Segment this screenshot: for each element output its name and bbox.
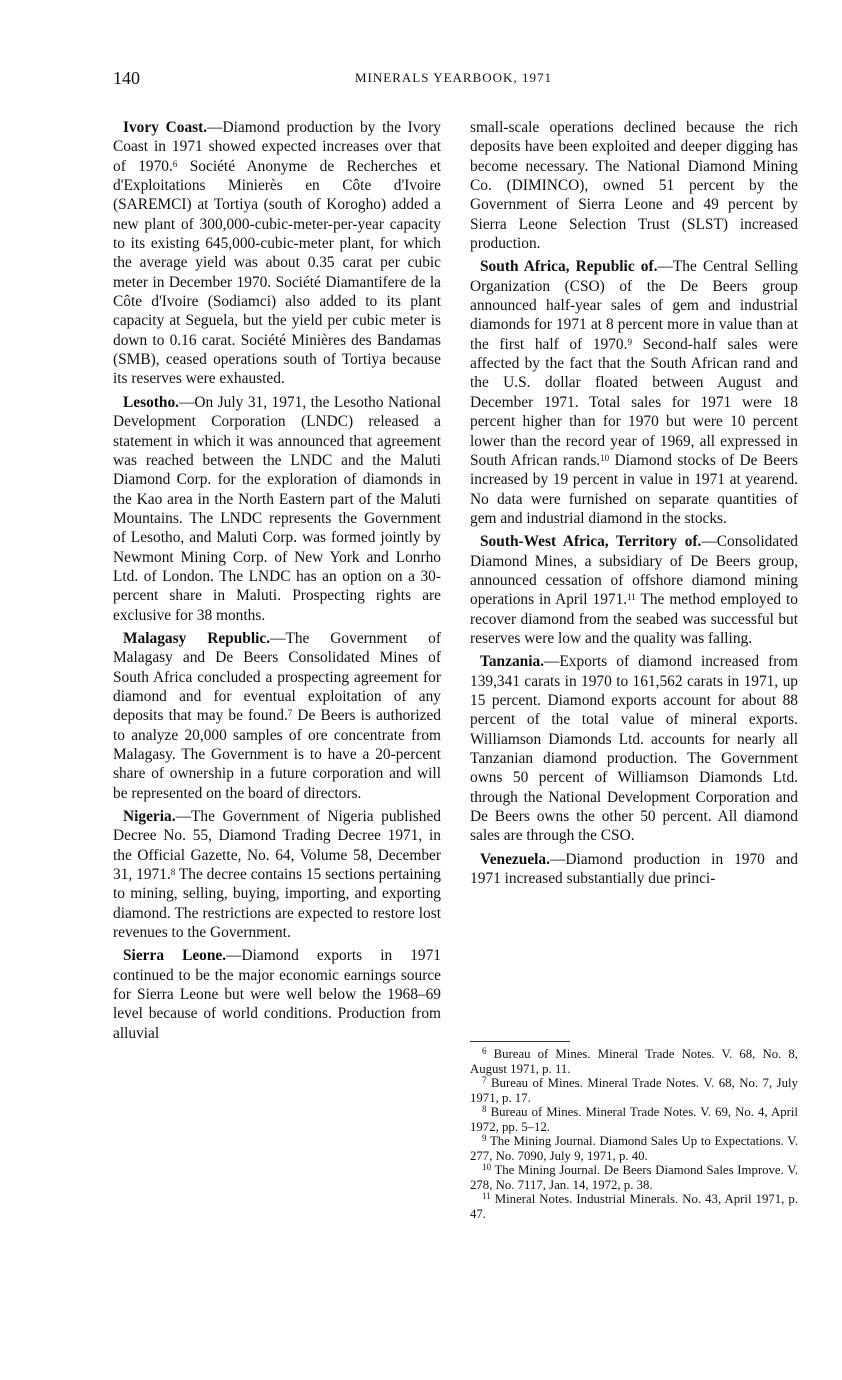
right-column	[470, 118, 798, 892]
paragraph-heading: Lesotho.	[123, 393, 180, 411]
paragraph-text: —The Central Selling Organization (CSO) of the De Beers group announced half-year sales of gem and industrial diamonds for 1971 at 8 percent more in value than at the first half of 1970.	[470, 258, 798, 353]
footnote-ref: 8	[170, 867, 176, 878]
footnote-ref: 9	[627, 336, 632, 347]
left-column	[113, 118, 441, 1047]
paragraph-heading: Nigeria.	[123, 808, 176, 826]
paragraph-heading: South-West Africa, Territory of.	[480, 533, 702, 551]
footnote-divider	[470, 1041, 570, 1042]
paragraph-text-tail: The decree contains 15 sections pertaining to mining, selling, buying, importing, and exporting diamond. The restrictions are expected to restore lost revenues to the Government.	[113, 866, 441, 942]
footnote	[470, 1134, 798, 1163]
footnote-number: 11	[482, 1191, 491, 1201]
footnote-number: 7	[482, 1075, 487, 1085]
paragraph-text: —Consolidated Diamond Mines, a subsidiary of De Beers group, announced cessation of offshore diamond mining operations in April 1971.	[470, 533, 798, 609]
running-head: MINERALS YEARBOOK, 1971	[355, 70, 552, 85]
footnote	[470, 1076, 798, 1105]
footnote-ref: 10	[600, 452, 610, 463]
footnote-text: Mineral Notes. Industrial Minerals. No. 43, April 1971, p. 47.	[470, 1192, 799, 1221]
paragraph-tanzania	[470, 652, 798, 845]
paragraph-text: —Exports of diamond increased from 139,341 carats in 1970 to 161,562 carats in 1971, up 15 percent. Diamond exports account for about 88 percent of the total value of mineral exports. Williamson Diamonds Ltd. accounts for nearly all Tanzanian diamond production. The Government owns 50 percent of Williamson Diamonds Ltd. through the National Development Corporation and De Beers owns the other 50 percent. All diamond sales are through the CSO.	[470, 653, 798, 845]
paragraph-lesotho	[113, 393, 441, 625]
footnote-text: Bureau of Mines. Mineral Trade Notes. V. 68, No. 7, July 1971, p. 17.	[470, 1076, 798, 1105]
paragraph-text-tail: Second-half sales were affected by the fact that the South African rand and the U.S. dollar floated between August and December 1971. Total sales for 1971 were 18 percent higher than for 1970 but were 10 percent lower than the record year of 1969, all expressed in South African rands.	[470, 335, 798, 469]
paragraph-south-west-africa	[470, 532, 798, 648]
footnote-number: 6	[482, 1046, 487, 1056]
paragraph-malagasy	[113, 629, 441, 803]
footnote-text: The Mining Journal. De Beers Diamond Sales Improve. V. 278, No. 7117, Jan. 14, 1972, p. 38.	[470, 1163, 798, 1192]
paragraph-text: —Diamond production in 1970 and 1971 increased substantially due princi-	[470, 850, 798, 888]
footnote-text: Bureau of Mines. Mineral Trade Notes. V. 69, No. 4, April 1972, pp. 5–12.	[470, 1105, 798, 1134]
paragraph-ivory-coast	[113, 118, 441, 389]
paragraph-heading: Malagasy Republic.	[123, 629, 271, 647]
footnotes	[470, 1047, 798, 1221]
paragraph-heading: South Africa, Republic of.	[480, 258, 658, 276]
paragraph-continuation: small-scale operations declined because the rich deposits have been exploited and deeper digging has become necessary. The National Diamond Mining Co. (DIMINCO), owned 51 percent by the Government of Sierra Leone and 49 percent by Sierra Leone Selection Trust (SLST) increased production.	[470, 119, 798, 253]
page-number: 140	[113, 68, 140, 88]
paragraph-text-tail: Société Anonyme de Recherches et d'Exploitations Minierès en Côte d'Ivoire (SAREMCI) at Tortiya (south of Korogho) added a new plant of 300,000-cubic-meter-per-year capacity to its existing 645,000-cubic-meter plant, for which the average yield was about 0.35 carat per cubic meter in December 1970. Société Diamantifere de la Côte d'Ivoire (Sodiamci) also added to its plant capacity at Seguela, but the yield per cubic meter is down to 0.16 carat. Société Minières des Bandamas (SMB), ceased operations south of Tortiya because its reserves were exhausted.	[113, 157, 441, 388]
footnote-number: 8	[482, 1104, 487, 1114]
paragraph-nigeria	[113, 807, 441, 942]
paragraph-text-tail: Diamond stocks of De Beers increased by 19 percent in value in 1971 at yearend. No data were furnished on separate quantities of gem and industrial diamond in the stocks.	[470, 451, 798, 527]
footnote-ref: 7	[287, 708, 293, 719]
footnote	[470, 1105, 798, 1134]
paragraph-text-tail: The method employed to recover diamond from the seabed was successful but reserves were low and the quality was falling.	[470, 591, 798, 647]
paragraph-heading: Tanzania.	[480, 653, 545, 671]
footnote-text: The Mining Journal. Diamond Sales Up to Expectations. V. 277, No. 7090, July 9, 1971, p. 40.	[470, 1134, 799, 1163]
footnote-text: Bureau of Mines. Mineral Trade Notes. V. 68, No. 8, August 1971, p. 11.	[470, 1047, 799, 1076]
paragraph-south-africa	[470, 257, 798, 528]
footnote	[470, 1192, 798, 1221]
paragraph-text: —Diamond production by the Ivory Coast in 1971 showed expected increases over that of 1970.	[113, 119, 441, 175]
paragraph-heading: Venezuela.	[480, 850, 550, 868]
footnote	[470, 1163, 798, 1192]
paragraph-text: —On July 31, 1971, the Lesotho National Development Corporation (LNDC) released a statement in which it was announced that agreement was reached between the LNDC and the Maluti Diamond Corp. for the exploration of diamonds in the Kao area in the North Eastern part of the Maluti Mountains. The LNDC represents the Government of Lesotho, and Maluti Corp. was formed jointly by Newmont Mining Corp. of New York and Lonrho Ltd. of London. The LNDC has an option on a 30-percent share in Maluti. Prospecting rights are exclusive for 38 months.	[113, 393, 441, 624]
footnote-number: 10	[482, 1162, 491, 1172]
paragraph-heading: Ivory Coast.	[123, 119, 208, 136]
paragraph-text: —Diamond exports in 1971 continued to be the major economic earnings source for Sierra Leone but were well below the 1968–69 level because of world conditions. Production from alluvial	[113, 947, 441, 1042]
paragraph-text: —The Government of Malagasy and De Beers Consolidated Mines of South Africa concluded a prospecting agreement for diamond and for eventual exploitation of any deposits that may be found.	[113, 629, 441, 725]
footnote	[470, 1047, 798, 1076]
footnote-ref: 11	[627, 592, 636, 603]
paragraph-heading: Sierra Leone.	[123, 947, 227, 965]
paragraph-text-tail: De Beers is authorized to analyze 20,000 samples of ore concentrate from Malagasy. The Government is to have a 20-percent share of ownership in a future corporation and will be represented on the board of directors.	[113, 707, 441, 802]
footnote-number: 9	[482, 1133, 487, 1143]
paragraph-venezuela	[470, 850, 798, 889]
paragraph-sierra-leone	[113, 946, 441, 1043]
footnote-ref: 6	[172, 158, 178, 169]
paragraph-text: —The Government of Nigeria published Decree No. 55, Diamond Trading Decree 1971, in the Official Gazette, No. 64, Volume 58, December 31, 1971.	[113, 808, 441, 884]
